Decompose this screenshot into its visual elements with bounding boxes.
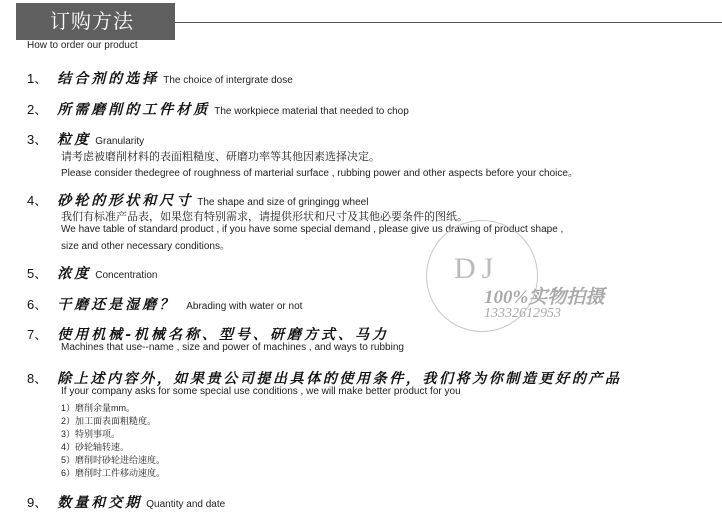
item-heading-en: Abrading with water or not: [186, 301, 303, 312]
item-heading-en: Concentration: [95, 270, 158, 281]
item-heading-zh: 浓度: [57, 266, 92, 282]
list-item-1: [27, 68, 293, 88]
item-8-sub-1: 1）磨削余量mm。: [61, 403, 135, 413]
item-7-detail-en: Machines that use--name , size and power of machines , and ways to rubbing: [61, 342, 404, 353]
item-8-sub-4: 4）砂轮轴转速。: [61, 442, 130, 452]
item-heading-zh: 结合剂的选择: [57, 71, 160, 87]
item-number: 3、: [27, 132, 48, 147]
item-heading-en: The workpiece material that needed to chop: [214, 106, 409, 117]
watermark-text: 100%实物拍摄: [484, 287, 605, 308]
item-heading-en: Quantity and date: [146, 499, 226, 510]
item-heading-zh: 数量和交期: [57, 495, 143, 511]
item-number: 8、: [27, 371, 48, 386]
item-heading-zh: 粒度: [57, 132, 92, 148]
item-4-detail-en-1: We have table of standard product , if you have some special demand , please give us drawing of product shape ,: [61, 224, 564, 235]
item-number: 4、: [27, 193, 48, 208]
item-8-sub-2: 2）加工面表面粗糙度。: [61, 416, 157, 426]
item-heading-zh: 干磨还是湿磨？: [57, 297, 177, 313]
list-item-7: [27, 324, 389, 344]
list-item-9: [27, 492, 225, 512]
item-heading-en: The choice of intergrate dose: [163, 75, 293, 86]
item-number: 1、: [27, 71, 48, 86]
item-8-sub-6: 6）磨削时工件移动速度。: [61, 468, 166, 478]
item-heading-zh: 除上述内容外，如果贵公司提出具体的使用条件，我们将为你制造更好的产品: [57, 371, 622, 387]
page-subtitle: How to order our product: [27, 40, 138, 51]
item-8-sub-3: 3）特别事项。: [61, 429, 121, 439]
item-number: 6、: [27, 297, 48, 312]
list-item-6: [27, 294, 302, 314]
item-number: 5、: [27, 266, 48, 281]
list-item-8: [27, 368, 622, 388]
item-heading-en: Granularity: [95, 136, 145, 147]
item-heading-zh: 使用机械-机械名称、型号、研磨方式、马力: [57, 327, 390, 343]
item-8-detail-en: If your company asks for some special use conditions , we will make better product for you: [61, 386, 461, 397]
item-number: 2、: [27, 102, 48, 117]
item-number: 7、: [27, 327, 48, 342]
list-item-3: [27, 129, 144, 149]
item-heading-zh: 砂轮的形状和尺寸: [57, 193, 194, 209]
item-heading-en: The shape and size of gringingg wheel: [197, 197, 369, 208]
item-3-detail-zh: 请考虑被磨削材料的表面粗糙度、研磨功率等其他因素选择决定。: [61, 151, 380, 163]
item-4-detail-zh: 我们有标准产品表，如果您有特别需求，请提供形状和尺寸及其他必要条件的图纸。: [61, 211, 468, 223]
item-heading-zh: 所需磨削的工件材质: [57, 102, 211, 118]
page-title: 订购方法: [16, 3, 175, 40]
item-number: 9、: [27, 495, 48, 510]
list-item-5: [27, 263, 158, 283]
item-8-sub-5: 5）磨削时砂轮进给速度。: [61, 455, 166, 465]
item-3-detail-en: Please consider thedegree of roughness of marterial surface , rubbing power and other aspects before your choice。: [61, 168, 578, 179]
watermark-logo: DJ: [454, 252, 500, 285]
item-4-detail-en-2: size and other necessary conditions。: [61, 241, 230, 252]
list-item-4: [27, 190, 368, 210]
list-item-2: [27, 99, 409, 119]
watermark-phone: 13332612953: [484, 306, 561, 321]
